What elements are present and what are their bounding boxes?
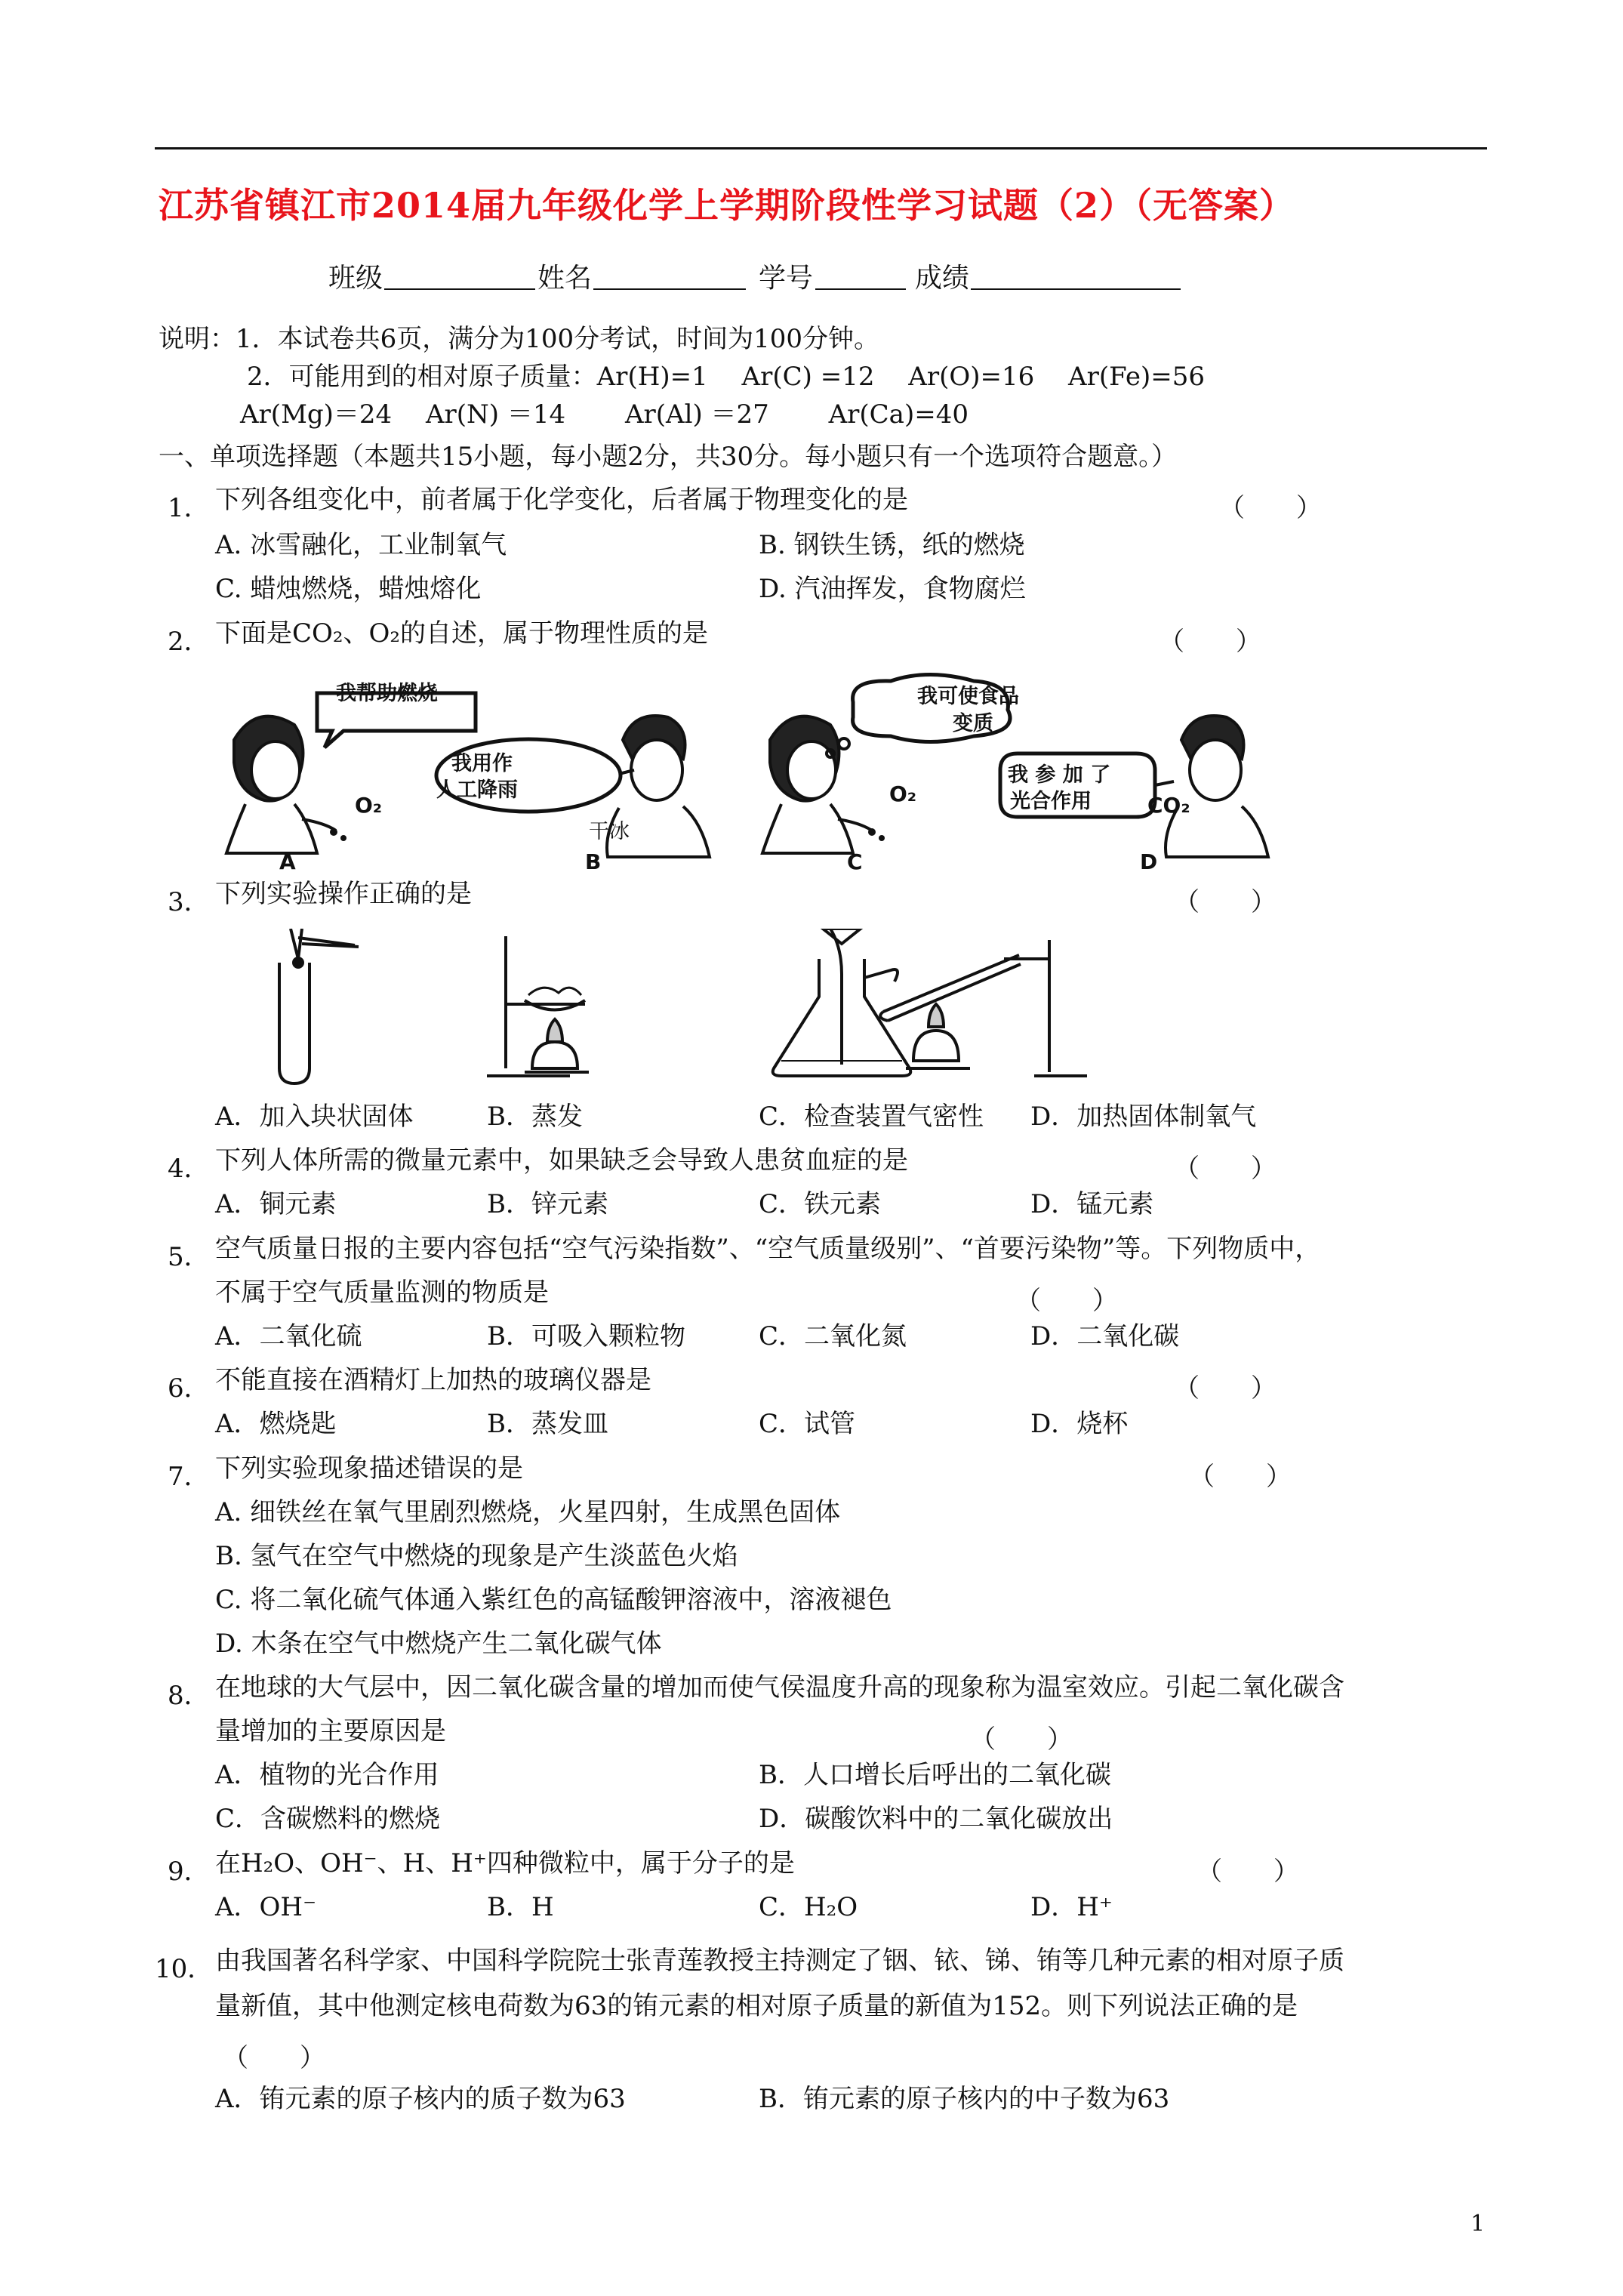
q3-option-d: D．加热固体制氧气 (1030, 1102, 1257, 1132)
q8-stem-line1: 在地球的大气层中，因二氧化碳含量的增加而使气侯温度升高的现象称为温室效应。引起二氧化碳含 (215, 1672, 1344, 1703)
note-line-2: 2．可能用到的相对原子质量：Ar(H)=1 Ar(C) =12 Ar(O)=16 Ar(Fe)=56 (247, 362, 1205, 392)
q1-option-d: D. 汽油挥发，食物腐烂 (759, 574, 1026, 604)
q8-option-d: D．碳酸饮料中的二氧化碳放出 (759, 1804, 1113, 1834)
q7-option-c: C. 将二氧化硫气体通入紫红色的高锰酸钾溶液中，溶液褪色 (215, 1585, 892, 1615)
q2-d-bubble-line2: 光合作用 (1010, 790, 1092, 813)
q3-option-a: A．加入块状固体 (215, 1102, 414, 1132)
q5-stem-line1: 空气质量日报的主要内容包括“空气污染指数”、“空气质量级别”、“首要污染物”等。下列物质中， (215, 1234, 1321, 1264)
q10-number: 10． (155, 1954, 214, 1984)
q6-option-c: C．试管 (759, 1409, 856, 1439)
q7-answer-paren[interactable]: （ ） (1189, 1462, 1292, 1492)
section-heading: 一、单项选择题（本题共15小题，每小题2分，共30分。每小题只有一个选项符合题意。） (159, 442, 1178, 472)
q9-stem: 在H₂O、OH⁻、H、H⁺四种微粒中，属于分子的是 (215, 1848, 795, 1878)
q2-b-gas: 干冰 (589, 820, 630, 843)
q2-c-label: C (847, 849, 863, 874)
q1-option-b: B. 钢铁生锈，纸的燃烧 (759, 530, 1025, 560)
q2-d-gas: CO₂ (1147, 793, 1190, 818)
q5-stem-line2: 不属于空气质量监测的物质是 (215, 1277, 549, 1308)
q2-c-bubble-line2: 变质 (953, 712, 993, 735)
page-number: 1 (1471, 2211, 1486, 2237)
q7-option-a: A. 细铁丝在氧气里剧烈燃烧，火星四射，生成黑色固体 (215, 1497, 841, 1527)
q10-answer-paren[interactable]: （ ） (223, 2043, 325, 2073)
q6-option-a: A．燃烧匙 (215, 1409, 337, 1439)
q6-answer-paren[interactable]: （ ） (1174, 1373, 1277, 1404)
q5-number: 5． (168, 1242, 210, 1272)
q2-answer-paren[interactable]: （ ） (1159, 627, 1261, 657)
q7-option-d: D. 木条在空气中燃烧产生二氧化碳气体 (215, 1629, 662, 1659)
header-rule (155, 147, 1487, 149)
q9-number: 9． (168, 1857, 210, 1887)
q10-option-a: A．铕元素的原子核内的质子数为63 (215, 2084, 626, 2114)
q2-stem: 下面是CO₂、O₂的自述，属于物理性质的是 (215, 618, 709, 649)
q8-option-a: A．植物的光合作用 (215, 1760, 439, 1790)
id-blank[interactable] (815, 288, 906, 290)
q4-option-a: A．铜元素 (215, 1189, 337, 1219)
q5-option-b: B．可吸入颗粒物 (487, 1321, 685, 1351)
q9-option-d: D．H⁺ (1030, 1892, 1113, 1922)
q3-apparatus-figure (226, 929, 1253, 1087)
q4-option-d: D．锰元素 (1030, 1189, 1154, 1219)
q8-stem-line2: 量增加的主要原因是 (215, 1716, 446, 1746)
q7-option-b: B. 氢气在空气中燃烧的现象是产生淡蓝色火焰 (215, 1541, 738, 1571)
q6-number: 6． (168, 1373, 210, 1404)
q8-number: 8． (168, 1681, 210, 1711)
score-label: 成绩 (915, 263, 970, 294)
q4-option-c: C．铁元素 (759, 1189, 882, 1219)
note-line-3: Ar(Mg)＝24 Ar(N) ＝14 Ar(Al) ＝27 Ar(Ca)=40 (240, 399, 969, 430)
q1-stem: 下列各组变化中，前者属于化学变化，后者属于物理变化的是 (215, 485, 908, 515)
q7-stem: 下列实验现象描述错误的是 (215, 1453, 523, 1484)
q3-stem: 下列实验操作正确的是 (215, 879, 472, 909)
q4-answer-paren[interactable]: （ ） (1174, 1154, 1277, 1184)
q9-option-a: A．OH⁻ (215, 1892, 317, 1922)
class-label: 班级 (328, 263, 383, 294)
q1-option-c: C. 蜡烛燃烧，蜡烛熔化 (215, 574, 482, 604)
q3-answer-paren[interactable]: （ ） (1174, 887, 1277, 917)
q10-stem-line1: 由我国著名科学家、中国科学院院士张青莲教授主持测定了铟、铱、锑、铕等几种元素的相对原子质 (215, 1946, 1344, 1976)
q4-stem: 下列人体所需的微量元素中，如果缺乏会导致人患贫血症的是 (215, 1145, 908, 1176)
id-label: 学号 (759, 263, 814, 294)
q2-a-bubble: 我帮助燃烧 (336, 682, 438, 705)
q8-answer-paren[interactable]: （ ） (970, 1724, 1073, 1755)
q2-number: 2． (168, 627, 210, 657)
q5-option-d: D．二氧化碳 (1030, 1321, 1180, 1351)
q9-option-b: B．H (487, 1892, 554, 1922)
q6-stem: 不能直接在酒精灯上加热的玻璃仪器是 (215, 1365, 651, 1395)
score-blank[interactable] (971, 288, 1181, 290)
q7-number: 7． (168, 1462, 210, 1492)
q10-option-b: B．铕元素的原子核内的中子数为63 (759, 2084, 1170, 2114)
q2-c-bubble-line1: 我可使食品 (917, 685, 1019, 708)
page-title: 江苏省镇江市2014届九年级化学上学期阶段性学习试题（2）（无答案） (159, 185, 1295, 226)
q3-number: 3． (168, 887, 210, 917)
q5-answer-paren[interactable]: （ ） (1015, 1286, 1118, 1316)
q2-c-gas: O₂ (889, 781, 917, 806)
q6-option-b: B．蒸发皿 (487, 1409, 608, 1439)
q3-option-c: C．检查装置气密性 (759, 1102, 984, 1132)
note-line-1: 说明：1．本试卷共6页，满分为100分考试，时间为100分钟。 (159, 324, 880, 354)
q10-stem-line2: 量新值，其中他测定核电荷数为63的铕元素的相对原子质量的新值为152。则下列说法正确的是 (215, 1991, 1298, 2021)
q1-answer-paren[interactable]: （ ） (1219, 493, 1322, 523)
q2-b-bubble-line2: 人工降雨 (436, 778, 518, 802)
q4-number: 4． (168, 1154, 210, 1184)
q2-a-gas: O₂ (355, 793, 383, 818)
q3-option-b: B．蒸发 (487, 1102, 583, 1132)
q9-option-c: C．H₂O (759, 1892, 858, 1922)
q1-number: 1． (168, 493, 210, 523)
q6-option-d: D．烧杯 (1030, 1409, 1129, 1439)
q8-option-c: C．含碳燃料的燃烧 (215, 1804, 441, 1834)
q5-option-c: C．二氧化氮 (759, 1321, 907, 1351)
q1-option-a: A. 冰雪融化，工业制氧气 (215, 530, 507, 560)
name-label: 姓名 (537, 263, 593, 294)
q2-a-label: A (279, 849, 296, 874)
q2-d-bubble-line1: 我 参 加 了 (1008, 763, 1111, 787)
q4-option-b: B．锌元素 (487, 1189, 608, 1219)
q2-d-label: D (1140, 849, 1158, 874)
q2-b-label: B (585, 849, 602, 874)
q2-b-bubble-line1: 我用作 (451, 752, 513, 775)
q9-answer-paren[interactable]: （ ） (1196, 1857, 1299, 1887)
class-blank[interactable] (384, 288, 535, 290)
name-blank[interactable] (593, 288, 746, 290)
q5-option-a: A．二氧化硫 (215, 1321, 362, 1351)
q8-option-b: B．人口增长后呼出的二氧化碳 (759, 1760, 1111, 1790)
